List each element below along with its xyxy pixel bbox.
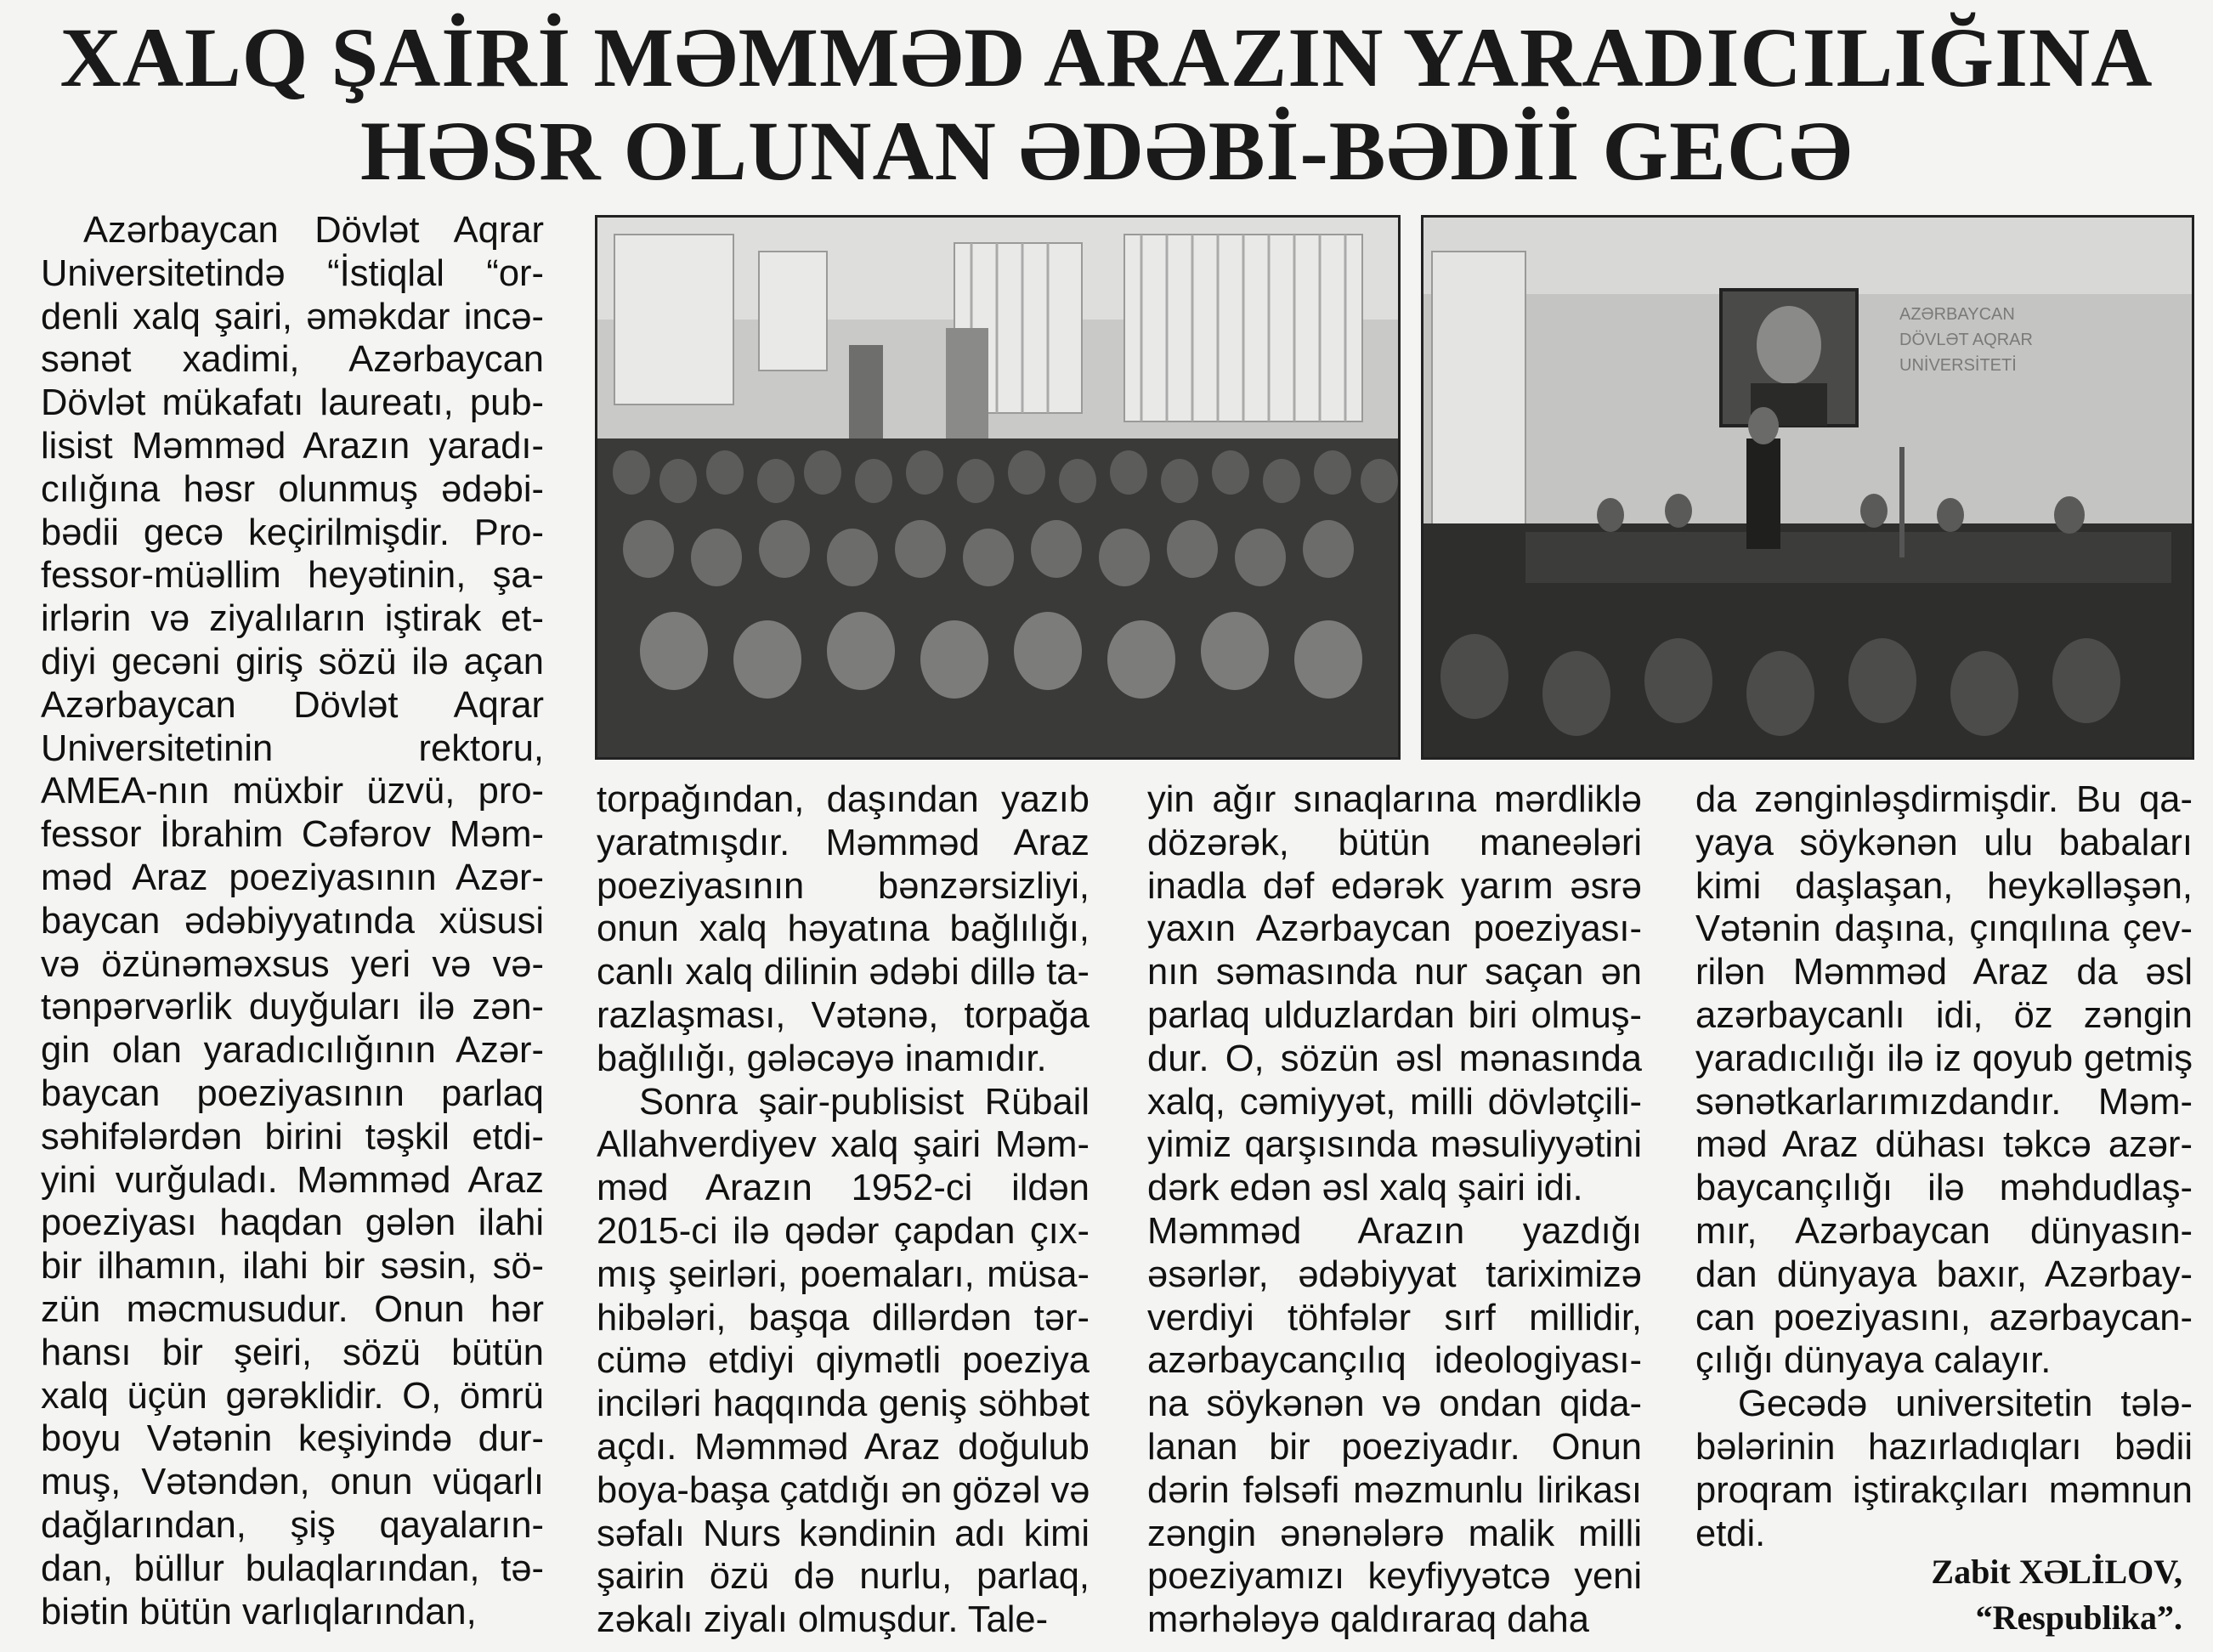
col3-line: Məmməd Arazın yazdığı — [1147, 1210, 1642, 1252]
article-column-3 — [1147, 778, 1642, 1642]
col4-line: yaya söykənən ulu babaları — [1695, 822, 2193, 863]
col1-line: baycan ədəbiyyatında xüsusi — [41, 900, 544, 942]
col2-line: bağlılığı, gələcəyə inamıdır. — [597, 1038, 1047, 1079]
col1-line: gin olan yaradıcılığının Azər- — [41, 1030, 544, 1072]
col1-line: baycan poeziyasının parlaq — [41, 1072, 544, 1114]
col1-line: zün məcmusudur. Onun hər — [41, 1288, 544, 1330]
col4-line: yaradıcılığı ilə iz qoyub getmiş — [1695, 1038, 2193, 1079]
col3-line: xalq, cəmiyyət, milli dövlətçili- — [1147, 1081, 1642, 1123]
banner-text-3: UNİVERSİTETİ — [1899, 356, 2017, 375]
col3-line: poeziyamızı keyfiyyətcə yeni — [1147, 1556, 1642, 1598]
col2-line: mış şeirləri, poemaları, müsa- — [597, 1253, 1090, 1295]
col1-line: bədii gecə keçirilmişdir. Pro- — [41, 512, 544, 553]
col3-line: dərk edən əsl xalq şairi idi. — [1147, 1168, 1583, 1209]
article-column-4 — [1695, 778, 2193, 1555]
col2-line: onun xalq həyatına bağlılığı, — [597, 908, 1090, 950]
col1-line: Universitetinin rektoru, — [41, 727, 544, 769]
col3-line: mərhələyə qaldıraraq daha — [1147, 1599, 1589, 1641]
col3-line: verdiyi töhfələr sırf millidir, — [1147, 1297, 1642, 1338]
col3-line: dur. O, sözün əsl mənasında — [1147, 1038, 1642, 1079]
col3-line: lanan bir poeziyadır. Onun — [1147, 1426, 1642, 1468]
col3-line: na söykənən və ondan qida- — [1147, 1383, 1642, 1425]
col1-line: hansı bir şeiri, sözü bütün — [41, 1332, 544, 1373]
col4-line: sənətkarlarımızdandır. Məm- — [1695, 1081, 2193, 1123]
col4-line: məd Araz dühası təkcə azər- — [1695, 1124, 2193, 1166]
col1-line: cılığına həsr olunmuş ədəbi- — [41, 468, 544, 510]
col4-line: bələrinin hazırladıqları bədii — [1695, 1426, 2193, 1468]
col1-line: fessor İbrahim Cəfərov Məm- — [41, 814, 544, 856]
col4-line: Gecədə universitetin tələ- — [1738, 1383, 2193, 1425]
col2-line: şairin özü də nurlu, parlaq, — [597, 1556, 1090, 1598]
col3-line: parlaq ulduzlardan biri olmuş- — [1147, 994, 1642, 1036]
col2-line: yaratmışdır. Məmməd Araz — [597, 822, 1090, 863]
col1-line: məd Araz poeziyasının Azər- — [41, 857, 544, 898]
col1-line: lisist Məmməd Arazın yaradı- — [41, 425, 544, 467]
col4-line: baycançılığı ilə məhdudlaş- — [1695, 1168, 2193, 1209]
audience-photo-drawing — [597, 218, 1398, 757]
col2-line: Allahverdiyev xalq şairi Məm- — [597, 1124, 1090, 1166]
col1-line: bir ilhamın, ilahi bir səsin, sö- — [41, 1246, 544, 1287]
col3-line: nın səmasında nur saçan ən — [1147, 952, 1642, 993]
col3-line: zəngin ənənələrə malik milli — [1147, 1513, 1642, 1554]
col1-line: AMEA-nın müxbir üzvü, pro- — [41, 771, 544, 812]
col2-line: açdı. Məmməd Araz doğulub — [597, 1426, 1090, 1468]
col1-line: poeziyası haqdan gələn ilahi — [41, 1202, 544, 1244]
col4-line: rilən Məmməd Araz da əsl — [1695, 952, 2193, 993]
col1-line: sənət xadimi, Azərbaycan — [41, 339, 544, 381]
stage-photo-drawing — [1423, 218, 2192, 757]
col1-line: Azərbaycan Dövlət Aqrar — [41, 684, 544, 726]
col1-line: diyi gecəni giriş sözü ilə açan — [41, 641, 544, 682]
col4-line: proqram iştirakçıları məmnun — [1695, 1469, 2193, 1511]
col2-line: canlı xalq dilinin ədəbi dillə ta- — [597, 952, 1090, 993]
col3-line: azərbaycançılıq ideologiyası- — [1147, 1340, 1642, 1382]
col3-line: dərin fəlsəfi məzmunlu lirikası — [1147, 1469, 1642, 1511]
col1-line: boyu Vətənin keşiyində dur- — [41, 1418, 544, 1460]
col2-line: Sonra şair-publisist Rübail — [639, 1081, 1090, 1123]
col2-line: torpağından, daşından yazıb — [597, 779, 1090, 820]
col2-line: 2015-ci ilə qədər çapdan çıx- — [597, 1210, 1090, 1252]
audience-photo — [595, 215, 1401, 760]
article-column-1 — [41, 209, 544, 1633]
col2-line: boya-başa çatdığı ən gözəl və — [597, 1469, 1090, 1511]
headline-line-2: HƏSR OLUNAN ƏDƏBİ-BƏDİİ GECƏ — [360, 104, 1853, 198]
col1-line: dan, büllur bulaqlarından, tə- — [41, 1547, 544, 1589]
col1-line: tənpərvərlik duyğuları ilə zən- — [41, 987, 544, 1028]
banner-text-1: AZƏRBAYCAN — [1899, 305, 2015, 324]
col1-line: Azərbaycan Dövlət Aqrar — [83, 210, 544, 251]
headline-line-1: XALQ ŞAİRİ MƏMMƏD ARAZIN YARADICILIĞINA — [59, 10, 2154, 105]
col2-line: inciləri haqqında geniş söhbət — [597, 1383, 1090, 1425]
col2-line: səfalı Nurs kəndinin adı kimi — [597, 1513, 1090, 1554]
col1-line: denli xalq şairi, əməkdar incə- — [41, 296, 544, 337]
newspaper-name: “Respublika”. — [1975, 1598, 2182, 1637]
col1-line: Dövlət mükafatı laureatı, pub- — [41, 382, 544, 424]
col4-line: kimi daşlaşan, heykəlləşən, — [1695, 865, 2193, 907]
col1-line: irlərin və ziyalıların iştirak et- — [41, 598, 544, 640]
banner-text-2: DÖVLƏT AQRAR — [1899, 331, 2033, 349]
col4-line: etdi. — [1695, 1513, 1766, 1554]
col1-line: yini vurğuladı. Məmməd Araz — [41, 1159, 544, 1201]
col3-line: yimiz qarşısında məsuliyyətini — [1147, 1124, 1642, 1166]
col3-line: əsərlər, ədəbiyyat tariximizə — [1147, 1253, 1642, 1295]
article-column-2 — [597, 778, 1090, 1642]
col3-line: dözərək, bütün maneələri — [1147, 822, 1642, 863]
author-signature: Zabit XƏLİLOV, — [1931, 1553, 2182, 1591]
col1-line: Universitetində “İstiqlal “or- — [41, 252, 544, 294]
col4-line: çılığı dünyaya calayır. — [1695, 1340, 2052, 1382]
stage-photo — [1421, 215, 2194, 760]
col4-line: azərbaycanlı idi, öz zəngin — [1695, 994, 2193, 1036]
col2-line: məd Arazın 1952-ci ildən — [597, 1168, 1090, 1209]
col4-line: da zənginləşdirmişdir. Bu qa- — [1695, 779, 2193, 820]
col2-line: razlaşması, Vətənə, torpağa — [597, 994, 1090, 1036]
col3-line: yin ağır sınaqlarına mərdliklə — [1147, 779, 1642, 820]
col1-line: dağlarından, şiş qayaların- — [41, 1504, 544, 1546]
col2-line: cümə etdiyi qiymətli poeziya — [597, 1340, 1090, 1382]
col2-line: poeziyasının bənzərsizliyi, — [597, 865, 1090, 907]
col1-line: və özünəməxsus yeri və və- — [41, 943, 544, 985]
col4-line: can poeziyasını, azərbaycan- — [1695, 1297, 2193, 1338]
col1-line: səhifələrdən birini təşkil etdi- — [41, 1116, 544, 1157]
col4-line: Vətənin daşına, çınqılına çev- — [1695, 908, 2193, 950]
col1-line: biətin bütün varlıqlarından, — [41, 1591, 477, 1632]
col1-line: xalq üçün gərəklidir. O, ömrü — [41, 1375, 544, 1417]
col2-line: zəkalı ziyalı olmuşdur. Tale- — [597, 1599, 1049, 1641]
col1-line: fessor-müəllim heyətinin, şa- — [41, 555, 544, 597]
col1-line: muş, Vətəndən, onun vüqarlı — [41, 1462, 544, 1503]
col2-line: hibələri, başqa dillərdən tər- — [597, 1297, 1090, 1338]
col3-line: yaxın Azərbaycan poeziyası- — [1147, 908, 1642, 950]
col4-line: mır, Azərbaycan dünyasın- — [1695, 1210, 2193, 1252]
col4-line: dan dünyaya baxır, Azərbay- — [1695, 1253, 2193, 1295]
col3-line: inadla dəf edərək yarım əsrə — [1147, 865, 1642, 907]
